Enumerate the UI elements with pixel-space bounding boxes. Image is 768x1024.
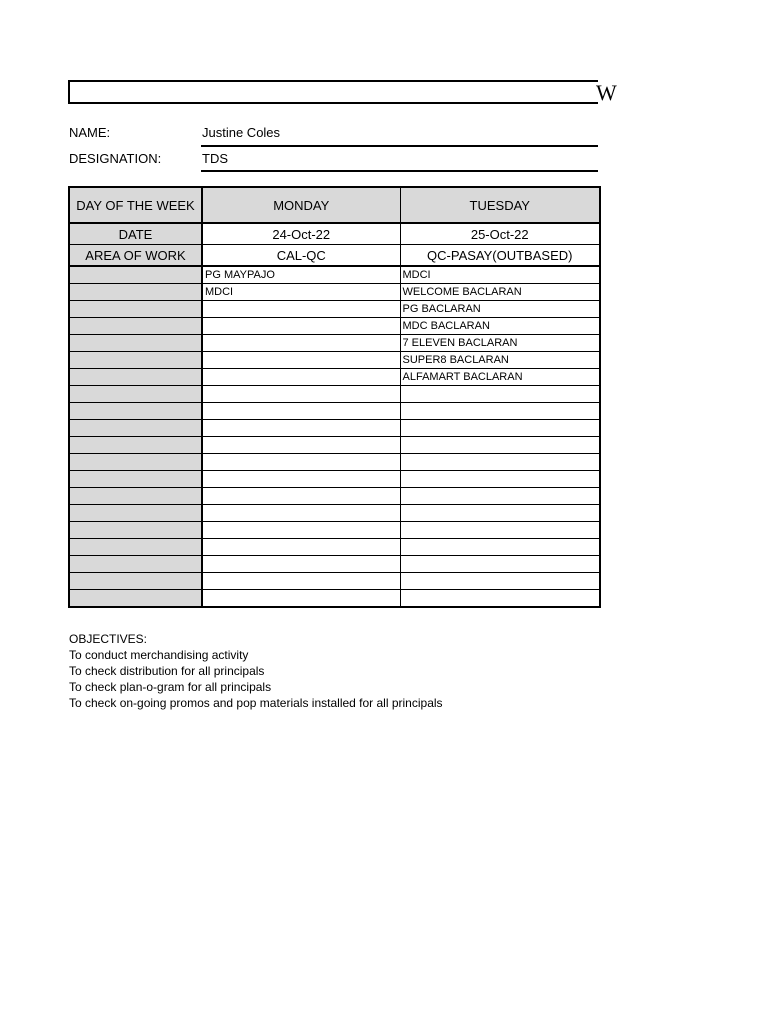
schedule-row [69, 471, 600, 488]
designation-underline [201, 170, 598, 172]
schedule-row [69, 590, 600, 608]
tuesday-location-cell [400, 386, 600, 403]
monday-location-cell: PG MAYPAJO [202, 266, 400, 284]
schedule-row [69, 369, 600, 386]
tuesday-location-cell [400, 505, 600, 522]
title-box [68, 80, 617, 105]
tuesday-location-cell: PG BACLARAN [400, 301, 600, 318]
row-label-cell [69, 522, 202, 539]
area-row [69, 245, 600, 267]
monday-location-cell [202, 505, 400, 522]
monday-location-cell [202, 335, 400, 352]
row-label-cell [69, 352, 202, 369]
date-monday: 24-Oct-22 [202, 223, 400, 245]
row-label-cell [69, 573, 202, 590]
monday-location-cell [202, 386, 400, 403]
row-label-cell [69, 284, 202, 301]
date-label: DATE [69, 223, 202, 245]
day-of-week-label: DAY OF THE WEEK [69, 187, 202, 223]
day-header-row [69, 187, 600, 223]
schedule-row [69, 420, 600, 437]
monday-location-cell [202, 573, 400, 590]
monday-location-cell [202, 301, 400, 318]
row-label-cell [69, 335, 202, 352]
area-label: AREA OF WORK [69, 245, 202, 267]
schedule-row [69, 284, 600, 301]
schedule-row [69, 488, 600, 505]
schedule-table [68, 186, 601, 608]
schedule-row [69, 522, 600, 539]
row-label-cell [69, 266, 202, 284]
monday-location-cell [202, 352, 400, 369]
schedule-row [69, 573, 600, 590]
monday-location-cell [202, 590, 400, 608]
day-monday: MONDAY [202, 187, 400, 223]
tuesday-location-cell [400, 539, 600, 556]
schedule-row [69, 539, 600, 556]
designation-value: TDS [202, 151, 228, 166]
row-label-cell [69, 318, 202, 335]
tuesday-location-cell [400, 420, 600, 437]
objective-item: To check plan-o-gram for all principals [69, 680, 272, 694]
monday-location-cell [202, 488, 400, 505]
monday-location-cell [202, 522, 400, 539]
schedule-row [69, 386, 600, 403]
designation-label: DESIGNATION: [69, 151, 162, 166]
tuesday-location-cell [400, 471, 600, 488]
tuesday-location-cell: SUPER8 BACLARAN [400, 352, 600, 369]
row-label-cell [69, 301, 202, 318]
schedule-row [69, 301, 600, 318]
tuesday-location-cell [400, 403, 600, 420]
monday-location-cell [202, 420, 400, 437]
tuesday-location-cell: MDCI [400, 266, 600, 284]
row-label-cell [69, 420, 202, 437]
monday-location-cell [202, 437, 400, 454]
tuesday-location-cell [400, 573, 600, 590]
schedule-row [69, 352, 600, 369]
schedule-row [69, 505, 600, 522]
date-row [69, 223, 600, 245]
monday-location-cell [202, 539, 400, 556]
schedule-row [69, 403, 600, 420]
objective-item: To check distribution for all principals [69, 664, 265, 678]
monday-location-cell [202, 318, 400, 335]
monday-location-cell: MDCI [202, 284, 400, 301]
document-title: W [596, 80, 617, 105]
monday-location-cell [202, 403, 400, 420]
row-label-cell [69, 437, 202, 454]
tuesday-location-cell [400, 556, 600, 573]
area-tuesday: QC-PASAY(OUTBASED) [400, 245, 600, 267]
objective-item: To conduct merchandising activity [69, 648, 249, 662]
monday-location-cell [202, 454, 400, 471]
row-label-cell [69, 369, 202, 386]
schedule-row [69, 454, 600, 471]
row-label-cell [69, 590, 202, 608]
date-tuesday: 25-Oct-22 [400, 223, 600, 245]
tuesday-location-cell [400, 454, 600, 471]
row-label-cell [69, 505, 202, 522]
objectives-section [69, 631, 443, 711]
objectives-heading: OBJECTIVES: [69, 632, 148, 646]
objective-item: To check on-going promos and pop materials installed for all principals [69, 696, 443, 710]
tuesday-location-cell: ALFAMART BACLARAN [400, 369, 600, 386]
name-label: NAME: [69, 125, 111, 140]
monday-location-cell [202, 369, 400, 386]
row-label-cell [69, 386, 202, 403]
monday-location-cell [202, 556, 400, 573]
monday-location-cell [202, 471, 400, 488]
schedule-row [69, 318, 600, 335]
row-label-cell [69, 539, 202, 556]
name-underline [201, 145, 598, 147]
area-monday: CAL-QC [202, 245, 400, 267]
tuesday-location-cell: MDC BACLARAN [400, 318, 600, 335]
tuesday-location-cell [400, 590, 600, 608]
tuesday-location-cell: WELCOME BACLARAN [400, 284, 600, 301]
row-label-cell [69, 556, 202, 573]
tuesday-location-cell [400, 437, 600, 454]
schedule-row [69, 266, 600, 284]
tuesday-location-cell [400, 488, 600, 505]
schedule-row [69, 556, 600, 573]
row-label-cell [69, 471, 202, 488]
schedule-row [69, 437, 600, 454]
day-tuesday: TUESDAY [400, 187, 600, 223]
tuesday-location-cell [400, 522, 600, 539]
tuesday-location-cell: 7 ELEVEN BACLARAN [400, 335, 600, 352]
name-value: Justine Coles [202, 125, 281, 140]
schedule-row [69, 335, 600, 352]
row-label-cell [69, 488, 202, 505]
row-label-cell [69, 454, 202, 471]
row-label-cell [69, 403, 202, 420]
